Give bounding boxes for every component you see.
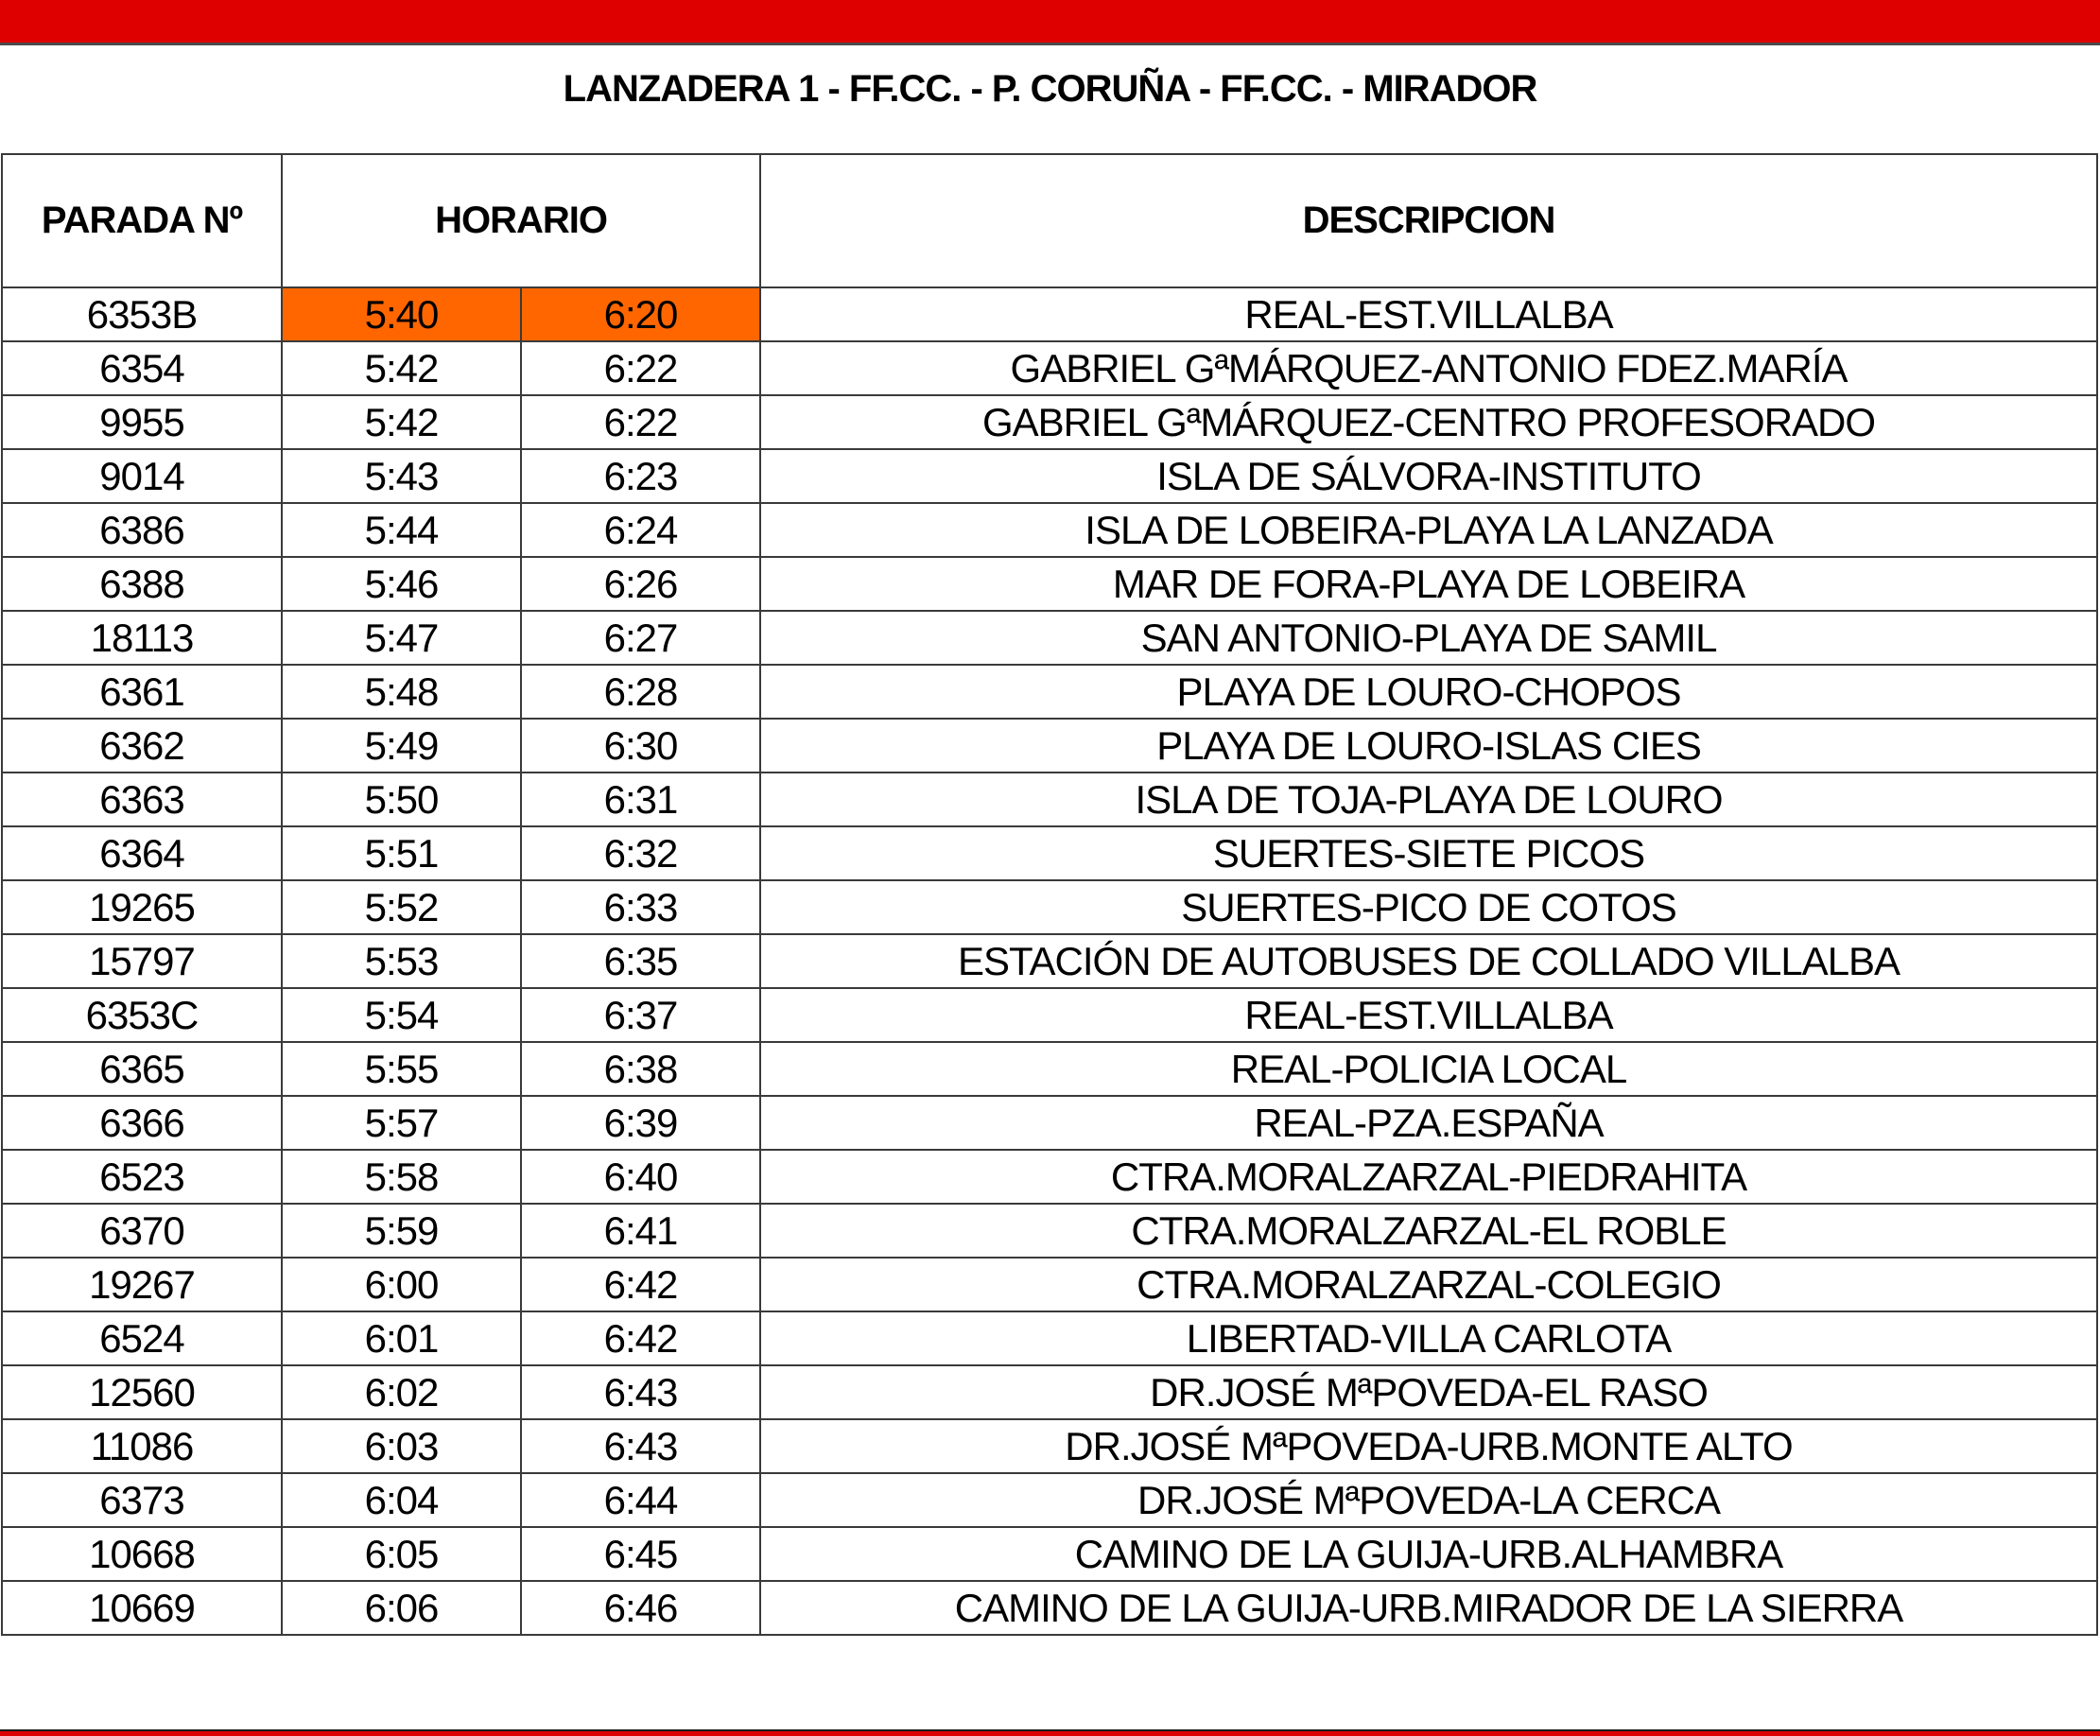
- time-departure-2-cell: 6:43: [521, 1365, 760, 1419]
- table-row: [2, 719, 2097, 773]
- table-row: [2, 1258, 2097, 1311]
- table-row: [2, 665, 2097, 719]
- time-departure-1-cell: 5:57: [282, 1096, 521, 1150]
- description-cell: GABRIEL GªMÁRQUEZ-CENTRO PROFESORADO: [760, 395, 2097, 449]
- table-row: [2, 1204, 2097, 1258]
- stop-number-cell: 6353C: [2, 988, 282, 1042]
- stop-number-cell: 18113: [2, 611, 282, 665]
- time-departure-2-cell: 6:45: [521, 1527, 760, 1581]
- stop-number-cell: 10669: [2, 1581, 282, 1635]
- time-departure-2-cell: 6:44: [521, 1473, 760, 1527]
- table-row: [2, 557, 2097, 611]
- time-departure-2-cell: 6:22: [521, 395, 760, 449]
- stop-number-cell: 6373: [2, 1473, 282, 1527]
- time-departure-2-cell: 6:46: [521, 1581, 760, 1635]
- time-departure-1-cell: 5:42: [282, 341, 521, 395]
- page-title: LANZADERA 1 - FF.CC. - P. CORUÑA - FF.CC. - MIRADOR: [563, 68, 1537, 110]
- time-departure-2-cell: 6:22: [521, 341, 760, 395]
- time-departure-1-cell: 6:05: [282, 1527, 521, 1581]
- header-row: [2, 154, 2097, 287]
- stop-number-cell: 6370: [2, 1204, 282, 1258]
- description-cell: LIBERTAD-VILLA CARLOTA: [760, 1311, 2097, 1365]
- description-cell: CAMINO DE LA GUIJA-URB.ALHAMBRA: [760, 1527, 2097, 1581]
- time-departure-2-cell: 6:43: [521, 1419, 760, 1473]
- stop-number-cell: 6364: [2, 826, 282, 880]
- table-row: [2, 880, 2097, 934]
- description-cell: ESTACIÓN DE AUTOBUSES DE COLLADO VILLALBA: [760, 934, 2097, 988]
- description-cell: REAL-PZA.ESPAÑA: [760, 1096, 2097, 1150]
- time-departure-1-cell: 5:52: [282, 880, 521, 934]
- time-departure-2-cell: 6:20: [521, 287, 760, 341]
- stop-number-cell: 9955: [2, 395, 282, 449]
- time-departure-1-cell: 5:58: [282, 1150, 521, 1204]
- description-cell: REAL-EST.VILLALBA: [760, 287, 2097, 341]
- time-departure-2-cell: 6:32: [521, 826, 760, 880]
- time-departure-2-cell: 6:27: [521, 611, 760, 665]
- time-departure-2-cell: 6:39: [521, 1096, 760, 1150]
- description-cell: ISLA DE SÁLVORA-INSTITUTO: [760, 449, 2097, 503]
- stop-number-cell: 10668: [2, 1527, 282, 1581]
- time-departure-1-cell: 6:02: [282, 1365, 521, 1419]
- time-departure-2-cell: 6:42: [521, 1311, 760, 1365]
- stop-number-cell: 6362: [2, 719, 282, 773]
- stop-number-cell: 9014: [2, 449, 282, 503]
- description-cell: ISLA DE LOBEIRA-PLAYA LA LANZADA: [760, 503, 2097, 557]
- table-row: [2, 773, 2097, 826]
- time-departure-2-cell: 6:33: [521, 880, 760, 934]
- time-departure-2-cell: 6:24: [521, 503, 760, 557]
- table-row: [2, 341, 2097, 395]
- table-row: [2, 1042, 2097, 1096]
- table-row: [2, 988, 2097, 1042]
- time-departure-1-cell: 5:40: [282, 287, 521, 341]
- bottom-red-bar: [0, 1729, 2100, 1736]
- table-row: [2, 1581, 2097, 1635]
- time-departure-1-cell: 6:03: [282, 1419, 521, 1473]
- time-departure-2-cell: 6:42: [521, 1258, 760, 1311]
- time-departure-2-cell: 6:41: [521, 1204, 760, 1258]
- time-departure-1-cell: 6:00: [282, 1258, 521, 1311]
- time-departure-1-cell: 5:50: [282, 773, 521, 826]
- description-cell: DR.JOSÉ MªPOVEDA-LA CERCA: [760, 1473, 2097, 1527]
- time-departure-1-cell: 5:53: [282, 934, 521, 988]
- stop-number-cell: 6523: [2, 1150, 282, 1204]
- table-row: [2, 1527, 2097, 1581]
- time-departure-2-cell: 6:28: [521, 665, 760, 719]
- table-row: [2, 449, 2097, 503]
- description-cell: CTRA.MORALZARZAL-COLEGIO: [760, 1258, 2097, 1311]
- description-cell: DR.JOSÉ MªPOVEDA-EL RASO: [760, 1365, 2097, 1419]
- stop-number-cell: 6365: [2, 1042, 282, 1096]
- top-red-bar: [0, 0, 2100, 45]
- stop-number-cell: 6353B: [2, 287, 282, 341]
- table-row: [2, 503, 2097, 557]
- time-departure-1-cell: 5:43: [282, 449, 521, 503]
- timetable: [1, 153, 2098, 1636]
- table-row: [2, 1096, 2097, 1150]
- stop-number-cell: 19267: [2, 1258, 282, 1311]
- description-cell: CAMINO DE LA GUIJA-URB.MIRADOR DE LA SIERRA: [760, 1581, 2097, 1635]
- description-cell: CTRA.MORALZARZAL-EL ROBLE: [760, 1204, 2097, 1258]
- description-cell: CTRA.MORALZARZAL-PIEDRAHITA: [760, 1150, 2097, 1204]
- time-departure-1-cell: 5:59: [282, 1204, 521, 1258]
- description-cell: SUERTES-PICO DE COTOS: [760, 880, 2097, 934]
- timetable-body: [2, 287, 2097, 1635]
- time-departure-1-cell: 5:49: [282, 719, 521, 773]
- header-stop-number: PARADA Nº: [2, 154, 282, 287]
- stop-number-cell: 6363: [2, 773, 282, 826]
- stop-number-cell: 11086: [2, 1419, 282, 1473]
- time-departure-1-cell: 5:42: [282, 395, 521, 449]
- table-row: [2, 611, 2097, 665]
- time-departure-1-cell: 5:44: [282, 503, 521, 557]
- table-row: [2, 1419, 2097, 1473]
- header-schedule: HORARIO: [282, 154, 760, 287]
- time-departure-2-cell: 6:31: [521, 773, 760, 826]
- time-departure-2-cell: 6:38: [521, 1042, 760, 1096]
- description-cell: SAN ANTONIO-PLAYA DE SAMIL: [760, 611, 2097, 665]
- time-departure-2-cell: 6:40: [521, 1150, 760, 1204]
- table-row: [2, 826, 2097, 880]
- table-row: [2, 395, 2097, 449]
- stop-number-cell: 15797: [2, 934, 282, 988]
- time-departure-2-cell: 6:30: [521, 719, 760, 773]
- time-departure-2-cell: 6:35: [521, 934, 760, 988]
- time-departure-1-cell: 5:54: [282, 988, 521, 1042]
- description-cell: REAL-EST.VILLALBA: [760, 988, 2097, 1042]
- time-departure-1-cell: 5:51: [282, 826, 521, 880]
- table-row: [2, 287, 2097, 341]
- description-cell: SUERTES-SIETE PICOS: [760, 826, 2097, 880]
- table-row: [2, 1365, 2097, 1419]
- time-departure-1-cell: 6:06: [282, 1581, 521, 1635]
- time-departure-1-cell: 5:46: [282, 557, 521, 611]
- table-row: [2, 1150, 2097, 1204]
- table-row: [2, 1311, 2097, 1365]
- table-row: [2, 934, 2097, 988]
- description-cell: ISLA DE TOJA-PLAYA DE LOURO: [760, 773, 2097, 826]
- timetable-header: [2, 154, 2097, 287]
- description-cell: GABRIEL GªMÁRQUEZ-ANTONIO FDEZ.MARÍA: [760, 341, 2097, 395]
- time-departure-1-cell: 5:47: [282, 611, 521, 665]
- stop-number-cell: 6354: [2, 341, 282, 395]
- table-row: [2, 1473, 2097, 1527]
- description-cell: PLAYA DE LOURO-ISLAS CIES: [760, 719, 2097, 773]
- stop-number-cell: 6366: [2, 1096, 282, 1150]
- description-cell: DR.JOSÉ MªPOVEDA-URB.MONTE ALTO: [760, 1419, 2097, 1473]
- stop-number-cell: 6388: [2, 557, 282, 611]
- description-cell: PLAYA DE LOURO-CHOPOS: [760, 665, 2097, 719]
- time-departure-2-cell: 6:26: [521, 557, 760, 611]
- stop-number-cell: 6361: [2, 665, 282, 719]
- header-description: DESCRIPCION: [760, 154, 2097, 287]
- description-cell: MAR DE FORA-PLAYA DE LOBEIRA: [760, 557, 2097, 611]
- time-departure-2-cell: 6:23: [521, 449, 760, 503]
- time-departure-1-cell: 6:01: [282, 1311, 521, 1365]
- time-departure-1-cell: 5:55: [282, 1042, 521, 1096]
- time-departure-2-cell: 6:37: [521, 988, 760, 1042]
- stop-number-cell: 19265: [2, 880, 282, 934]
- description-cell: REAL-POLICIA LOCAL: [760, 1042, 2097, 1096]
- time-departure-1-cell: 6:04: [282, 1473, 521, 1527]
- time-departure-1-cell: 5:48: [282, 665, 521, 719]
- stop-number-cell: 12560: [2, 1365, 282, 1419]
- stop-number-cell: 6524: [2, 1311, 282, 1365]
- stop-number-cell: 6386: [2, 503, 282, 557]
